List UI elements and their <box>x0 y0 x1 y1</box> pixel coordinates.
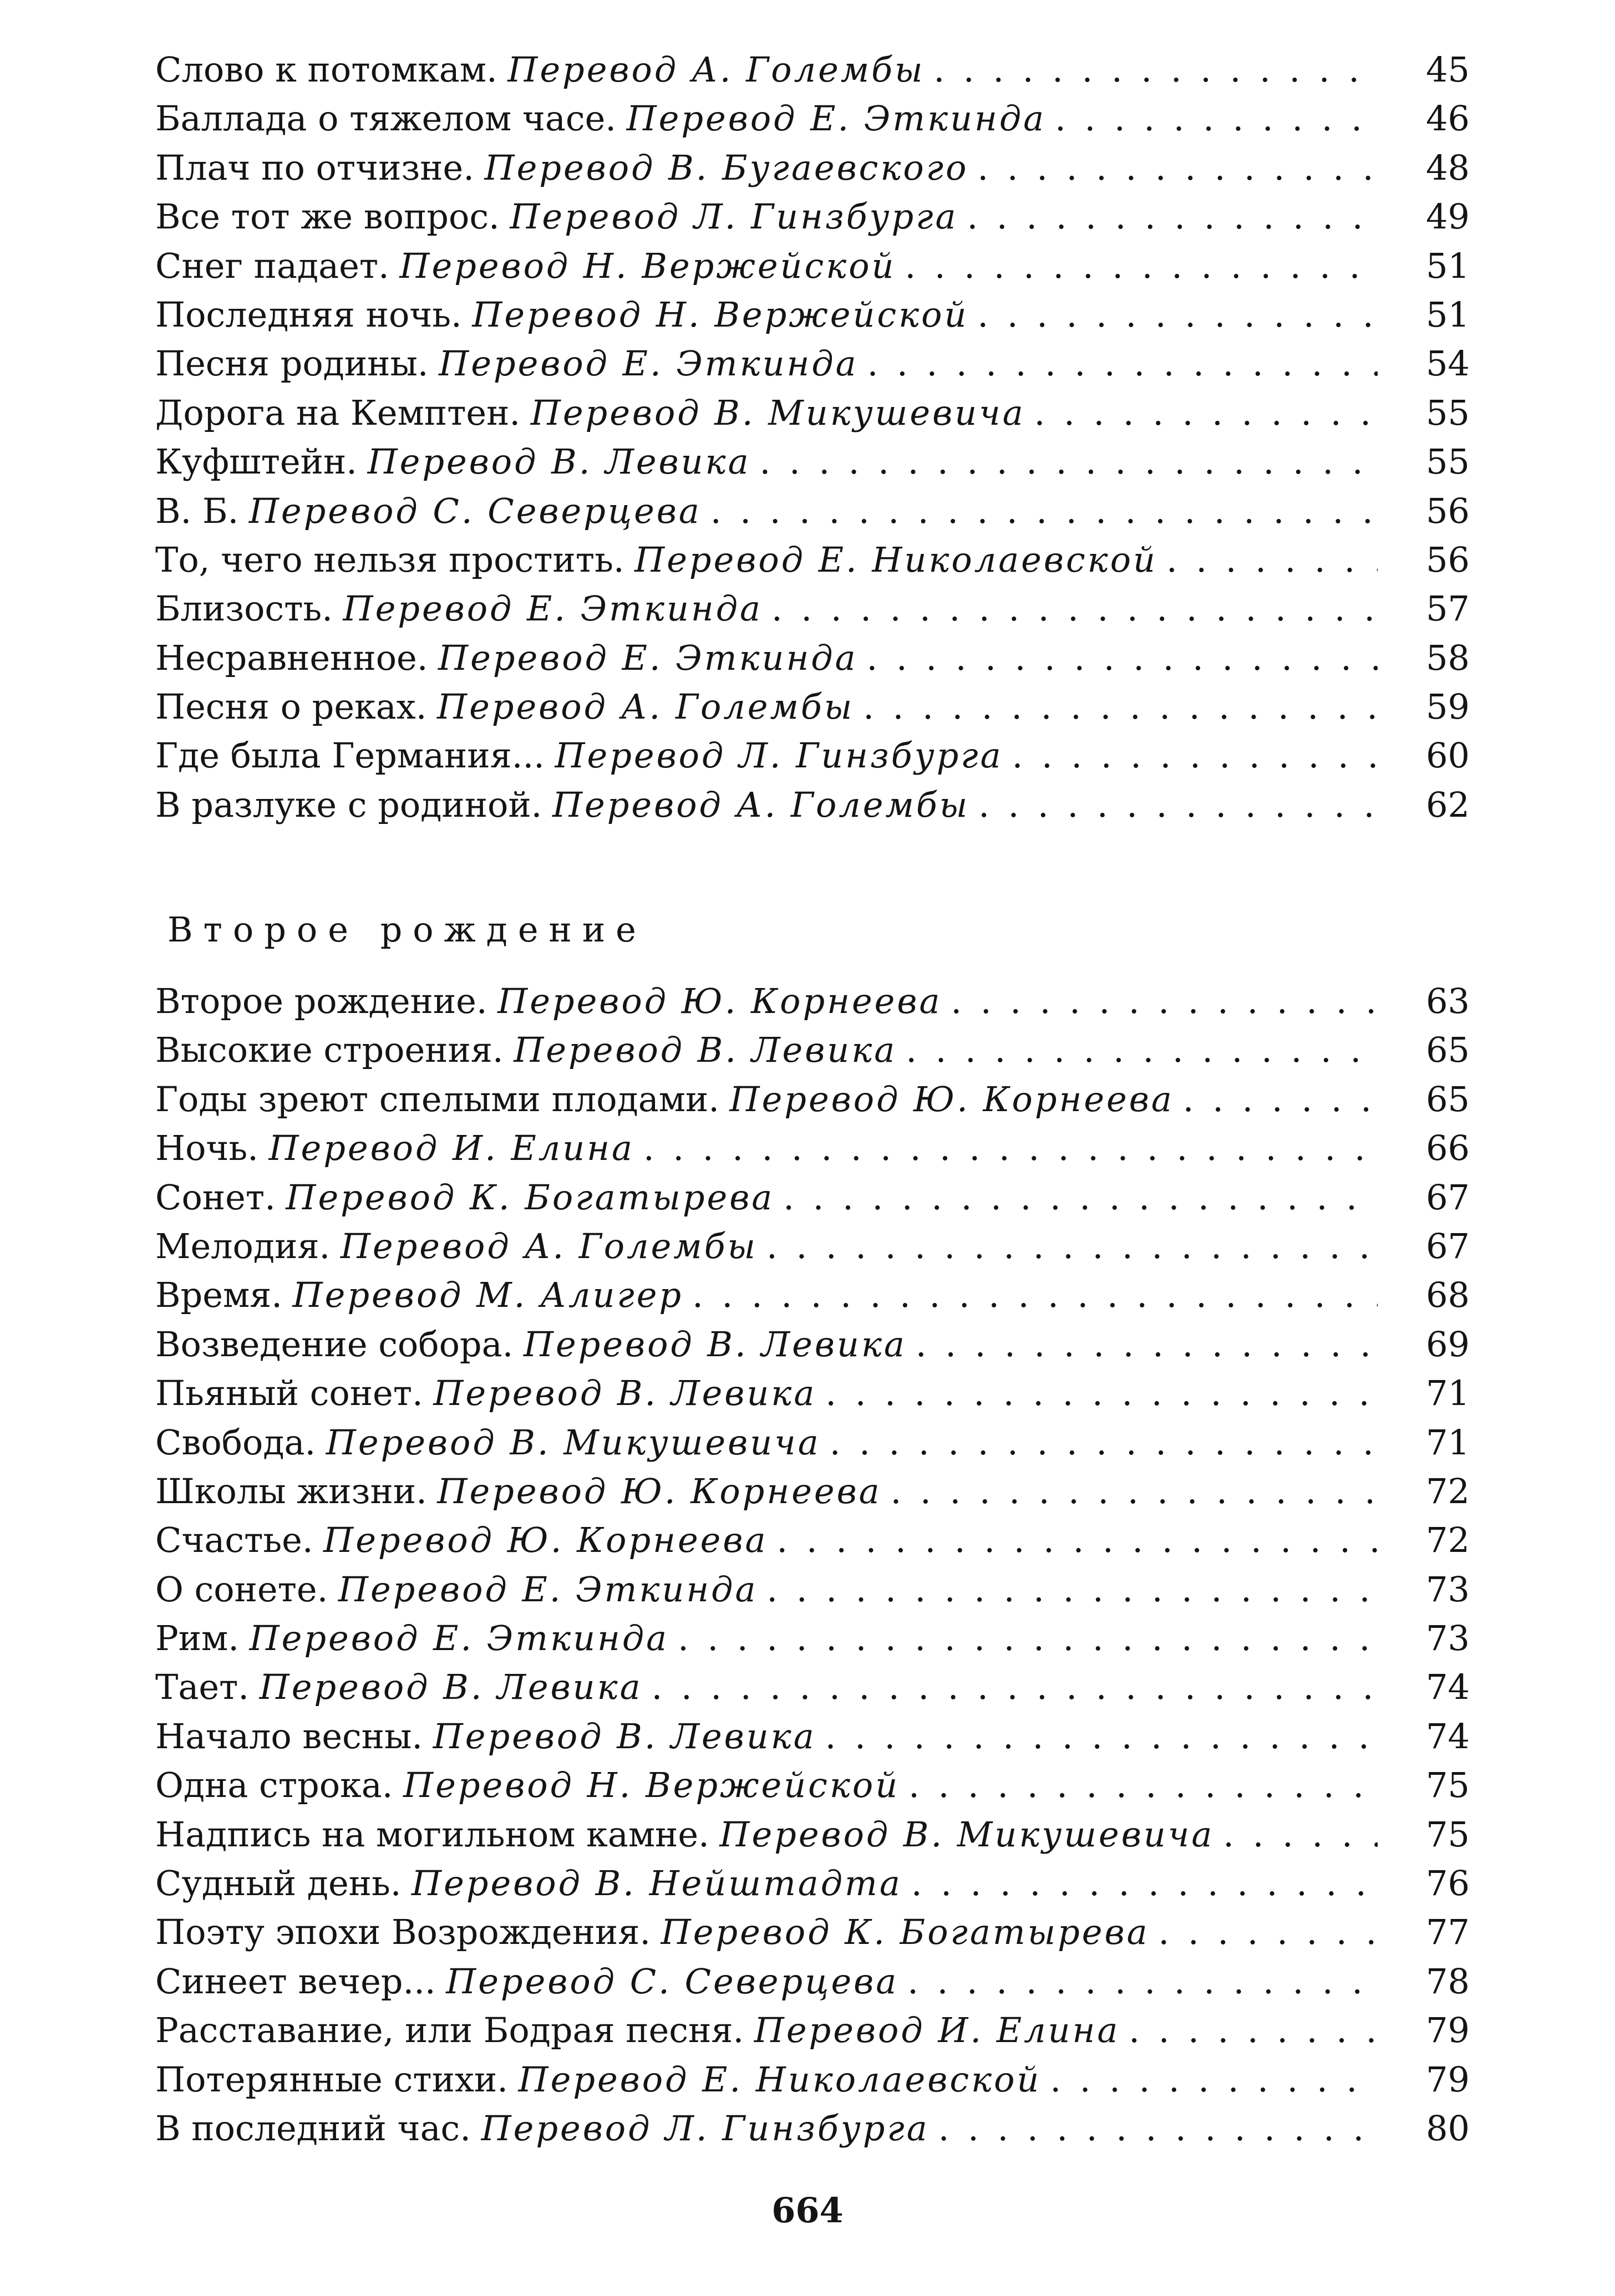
page-reference: 65 <box>1426 1078 1470 1119</box>
translator-credit: Перевод Е. Эткинда <box>249 1618 669 1659</box>
page-reference: 46 <box>1426 98 1470 139</box>
page-reference: 55 <box>1426 441 1470 482</box>
poem-title: Близость. <box>155 588 333 629</box>
translator-credit: Перевод А. Голембы <box>552 784 970 825</box>
toc-entry <box>155 2104 1470 2153</box>
dot-leader <box>766 1565 1378 1614</box>
poem-title: Сонет. <box>155 1177 276 1218</box>
page-number: 664 <box>771 2190 844 2231</box>
poem-title: Школы жизни. <box>155 1470 427 1511</box>
toc-entry <box>155 731 1470 780</box>
page-reference: 78 <box>1426 1961 1470 2002</box>
dot-leader <box>771 584 1378 633</box>
toc-entry <box>155 1908 1470 1957</box>
poem-title: В. Б. <box>155 490 239 531</box>
poem-title: В последний час. <box>155 2107 471 2149</box>
dot-leader <box>1055 94 1378 143</box>
poem-title: Высокие строения. <box>155 1030 504 1071</box>
page-reference: 58 <box>1426 637 1470 678</box>
page-reference: 74 <box>1426 1667 1470 1708</box>
page-reference: 55 <box>1426 392 1470 433</box>
translator-credit: Перевод Н. Вержейской <box>472 294 969 335</box>
translator-credit: Перевод Е. Николаевской <box>518 2059 1042 2100</box>
dot-leader <box>867 634 1378 683</box>
toc-entry <box>155 584 1470 633</box>
dot-leader <box>678 1614 1378 1663</box>
poem-title: Рим. <box>155 1618 239 1659</box>
toc-entry <box>155 1761 1470 1810</box>
dot-leader <box>692 1271 1378 1320</box>
poem-title: Плач по отчизне. <box>155 147 474 188</box>
page-reference: 74 <box>1426 1715 1470 1757</box>
dot-leader <box>1012 731 1378 780</box>
toc-entry <box>155 1565 1470 1614</box>
page-reference: 67 <box>1426 1225 1470 1266</box>
poem-title: Где была Германия... <box>155 735 545 776</box>
translator-credit: Перевод К. Богатырева <box>661 1912 1150 1953</box>
toc-entry <box>155 1320 1470 1369</box>
toc-entry <box>155 487 1470 536</box>
dot-leader <box>911 1859 1378 1908</box>
dot-leader <box>1159 1908 1378 1957</box>
poem-title: Мелодия. <box>155 1225 331 1266</box>
toc-entry <box>155 291 1470 339</box>
poem-title: Все тот же вопрос. <box>155 196 500 237</box>
dot-leader <box>906 1026 1378 1075</box>
page-reference: 56 <box>1426 490 1470 531</box>
translator-credit: Перевод В. Левика <box>259 1667 643 1708</box>
translator-credit: Перевод В. Левика <box>433 1715 816 1757</box>
translator-credit: Перевод А. Голембы <box>340 1225 758 1266</box>
toc-entry <box>155 192 1470 241</box>
dot-leader <box>1223 1810 1378 1859</box>
toc-entry <box>155 45 1470 94</box>
translator-credit: Перевод В. Нейштадта <box>412 1863 902 1904</box>
dot-leader <box>1129 2006 1378 2055</box>
translator-credit: Перевод Ю. Корнеева <box>729 1078 1174 1119</box>
toc-entry <box>155 1026 1470 1075</box>
dot-leader <box>825 1712 1378 1761</box>
page-reference: 80 <box>1426 2107 1470 2149</box>
toc-entry <box>155 2055 1470 2104</box>
translator-credit: Перевод Е. Николаевской <box>634 539 1157 580</box>
toc-entry <box>155 339 1470 388</box>
page-reference: 67 <box>1426 1177 1470 1218</box>
toc-entry <box>155 1516 1470 1565</box>
toc-entry <box>155 1271 1470 1320</box>
page-reference: 59 <box>1426 686 1470 727</box>
toc-entry <box>155 1124 1470 1173</box>
poem-title: Последняя ночь. <box>155 294 462 335</box>
page-reference: 73 <box>1426 1618 1470 1659</box>
page-reference: 66 <box>1426 1128 1470 1169</box>
section-heading: Второе рождение <box>167 909 647 950</box>
dot-leader <box>863 683 1378 731</box>
page-reference: 69 <box>1426 1323 1470 1365</box>
toc-entry <box>155 1222 1470 1271</box>
toc-entry <box>155 1957 1470 2006</box>
translator-credit: Перевод Е. Эткинда <box>439 343 859 384</box>
toc-list <box>155 977 1470 2153</box>
poem-title: Расставание, или Бодрая песня. <box>155 2010 744 2051</box>
translator-credit: Перевод И. Елина <box>754 2010 1120 2051</box>
poem-title: Возведение собора. <box>155 1323 514 1365</box>
poem-title: Несравненное. <box>155 637 428 678</box>
dot-leader <box>1034 389 1378 437</box>
poem-title: Судный день. <box>155 1863 402 1904</box>
dot-leader <box>1050 2055 1378 2104</box>
toc-entry <box>155 1614 1470 1663</box>
toc-list <box>155 45 1470 829</box>
translator-credit: Перевод С. Северцева <box>248 490 702 531</box>
dot-leader <box>830 1418 1378 1467</box>
dot-leader <box>907 1957 1378 2006</box>
toc-entry <box>155 781 1470 829</box>
dot-leader <box>710 487 1378 536</box>
translator-credit: Перевод Н. Вержейской <box>403 1765 900 1806</box>
page-reference: 75 <box>1426 1814 1470 1855</box>
toc-entry <box>155 1467 1470 1516</box>
dot-leader <box>776 1516 1378 1565</box>
toc-entry <box>155 1712 1470 1761</box>
page-reference: 45 <box>1426 49 1470 90</box>
translator-credit: Перевод Ю. Корнеева <box>437 1470 882 1511</box>
poem-title: Начало весны. <box>155 1715 423 1757</box>
dot-leader <box>938 2104 1378 2153</box>
poem-title: Дорога на Кемптен. <box>155 392 521 433</box>
poem-title: То, чего нельзя простить. <box>155 539 624 580</box>
poem-title: Второе рождение. <box>155 981 487 1021</box>
page-reference: 63 <box>1426 981 1470 1021</box>
page-reference: 62 <box>1426 784 1470 825</box>
poem-title: Слово к потомкам. <box>155 49 497 90</box>
poem-title: Пьяный сонет. <box>155 1373 423 1414</box>
poem-title: Синеет вечер... <box>155 1961 436 2002</box>
dot-leader <box>977 291 1378 339</box>
page-reference: 77 <box>1426 1912 1470 1953</box>
page-reference: 49 <box>1426 196 1470 237</box>
page-reference: 75 <box>1426 1765 1470 1806</box>
dot-leader <box>908 1761 1378 1810</box>
translator-credit: Перевод И. Елина <box>268 1128 634 1169</box>
poem-title: Баллада о тяжелом часе. <box>155 98 617 139</box>
toc-entry <box>155 94 1470 143</box>
translator-credit: Перевод Е. Эткинда <box>343 588 763 629</box>
page-reference: 72 <box>1426 1470 1470 1511</box>
dot-leader <box>934 45 1378 94</box>
dot-leader <box>977 144 1378 192</box>
page-reference: 65 <box>1426 1030 1470 1071</box>
page-reference: 79 <box>1426 2059 1470 2100</box>
toc-entry <box>155 1075 1470 1124</box>
translator-credit: Перевод В. Левика <box>367 441 751 482</box>
dot-leader <box>967 192 1378 241</box>
page-reference: 72 <box>1426 1520 1470 1561</box>
poem-title: Годы зреют спелыми плодами. <box>155 1078 719 1119</box>
dot-leader <box>905 242 1378 291</box>
poem-title: Песня родины. <box>155 343 429 384</box>
page-reference: 76 <box>1426 1863 1470 1904</box>
dot-leader <box>643 1124 1378 1173</box>
dot-leader <box>760 437 1378 486</box>
page-reference: 57 <box>1426 588 1470 629</box>
page-reference: 68 <box>1426 1275 1470 1316</box>
poem-title: Счастье. <box>155 1520 313 1561</box>
page-reference: 60 <box>1426 735 1470 776</box>
toc-entry <box>155 1418 1470 1467</box>
toc-entry <box>155 1663 1470 1712</box>
toc-entry <box>155 1369 1470 1418</box>
translator-credit: Перевод Н. Вержейской <box>399 245 896 286</box>
toc-entry <box>155 1859 1470 1908</box>
dot-leader <box>825 1369 1378 1418</box>
poem-title: Поэту эпохи Возрождения. <box>155 1912 651 1953</box>
poem-title: Свобода. <box>155 1422 316 1463</box>
translator-credit: Перевод Ю. Корнеева <box>497 981 942 1021</box>
poem-title: Куфштейн. <box>155 441 357 482</box>
page-reference: 73 <box>1426 1569 1470 1610</box>
translator-credit: Перевод В. Левика <box>523 1323 907 1365</box>
page-reference: 51 <box>1426 294 1470 335</box>
poem-title: В разлуке с родиной. <box>155 784 542 825</box>
page-reference: 48 <box>1426 147 1470 188</box>
translator-credit: Перевод В. Левика <box>433 1373 817 1414</box>
dot-leader <box>1183 1075 1378 1124</box>
translator-credit: Перевод В. Бугаевского <box>484 147 969 188</box>
toc-entry <box>155 634 1470 683</box>
toc-entry <box>155 683 1470 731</box>
dot-leader <box>783 1173 1378 1222</box>
poem-title: Потерянные стихи. <box>155 2059 508 2100</box>
translator-credit: Перевод Л. Гинзбурга <box>481 2107 930 2149</box>
translator-credit: Перевод С. Северцева <box>446 1961 899 2002</box>
translator-credit: Перевод Ю. Корнеева <box>323 1520 768 1561</box>
translator-credit: Перевод Л. Гинзбурга <box>555 735 1003 776</box>
translator-credit: Перевод М. Алигер <box>292 1275 684 1316</box>
poem-title: Одна строка. <box>155 1765 393 1806</box>
translator-credit: Перевод Е. Эткинда <box>338 1569 758 1610</box>
page-reference: 71 <box>1426 1373 1470 1414</box>
dot-leader <box>867 339 1378 388</box>
dot-leader <box>652 1663 1378 1712</box>
dot-leader <box>916 1320 1378 1369</box>
translator-credit: Перевод А. Голембы <box>507 49 925 90</box>
toc-entry <box>155 389 1470 437</box>
toc-entry <box>155 144 1470 192</box>
translator-credit: Перевод В. Микушевича <box>326 1422 821 1463</box>
translator-credit: Перевод В. Микушевича <box>719 1814 1215 1855</box>
poem-title: О сонете. <box>155 1569 328 1610</box>
page-reference: 56 <box>1426 539 1470 580</box>
page-reference: 54 <box>1426 343 1470 384</box>
dot-leader <box>891 1467 1378 1516</box>
toc-entry <box>155 2006 1470 2055</box>
toc-entry <box>155 536 1470 584</box>
translator-credit: Перевод К. Богатырева <box>286 1177 775 1218</box>
translator-credit: Перевод В. Микушевича <box>530 392 1025 433</box>
poem-title: Надпись на могильном камне. <box>155 1814 709 1855</box>
translator-credit: Перевод Л. Гинзбурга <box>510 196 958 237</box>
page-reference: 51 <box>1426 245 1470 286</box>
page-reference: 79 <box>1426 2010 1470 2051</box>
translator-credit: Перевод А. Голембы <box>437 686 855 727</box>
toc-entry <box>155 1810 1470 1859</box>
toc-entry <box>155 1173 1470 1222</box>
dot-leader <box>951 977 1378 1026</box>
translator-credit: Перевод Е. Эткинда <box>438 637 858 678</box>
poem-title: Ночь. <box>155 1128 258 1169</box>
translator-credit: Перевод В. Левика <box>514 1030 897 1071</box>
toc-entry <box>155 437 1470 486</box>
poem-title: Время. <box>155 1275 282 1316</box>
dot-leader <box>978 781 1378 829</box>
poem-title: Песня о реках. <box>155 686 427 727</box>
page-reference: 71 <box>1426 1422 1470 1463</box>
dot-leader <box>1166 536 1378 584</box>
translator-credit: Перевод Е. Эткинда <box>626 98 1047 139</box>
poem-title: Снег падает. <box>155 245 389 286</box>
toc-entry <box>155 242 1470 291</box>
toc-entry <box>155 977 1470 1026</box>
poem-title: Тает. <box>155 1667 250 1708</box>
dot-leader <box>766 1222 1378 1271</box>
